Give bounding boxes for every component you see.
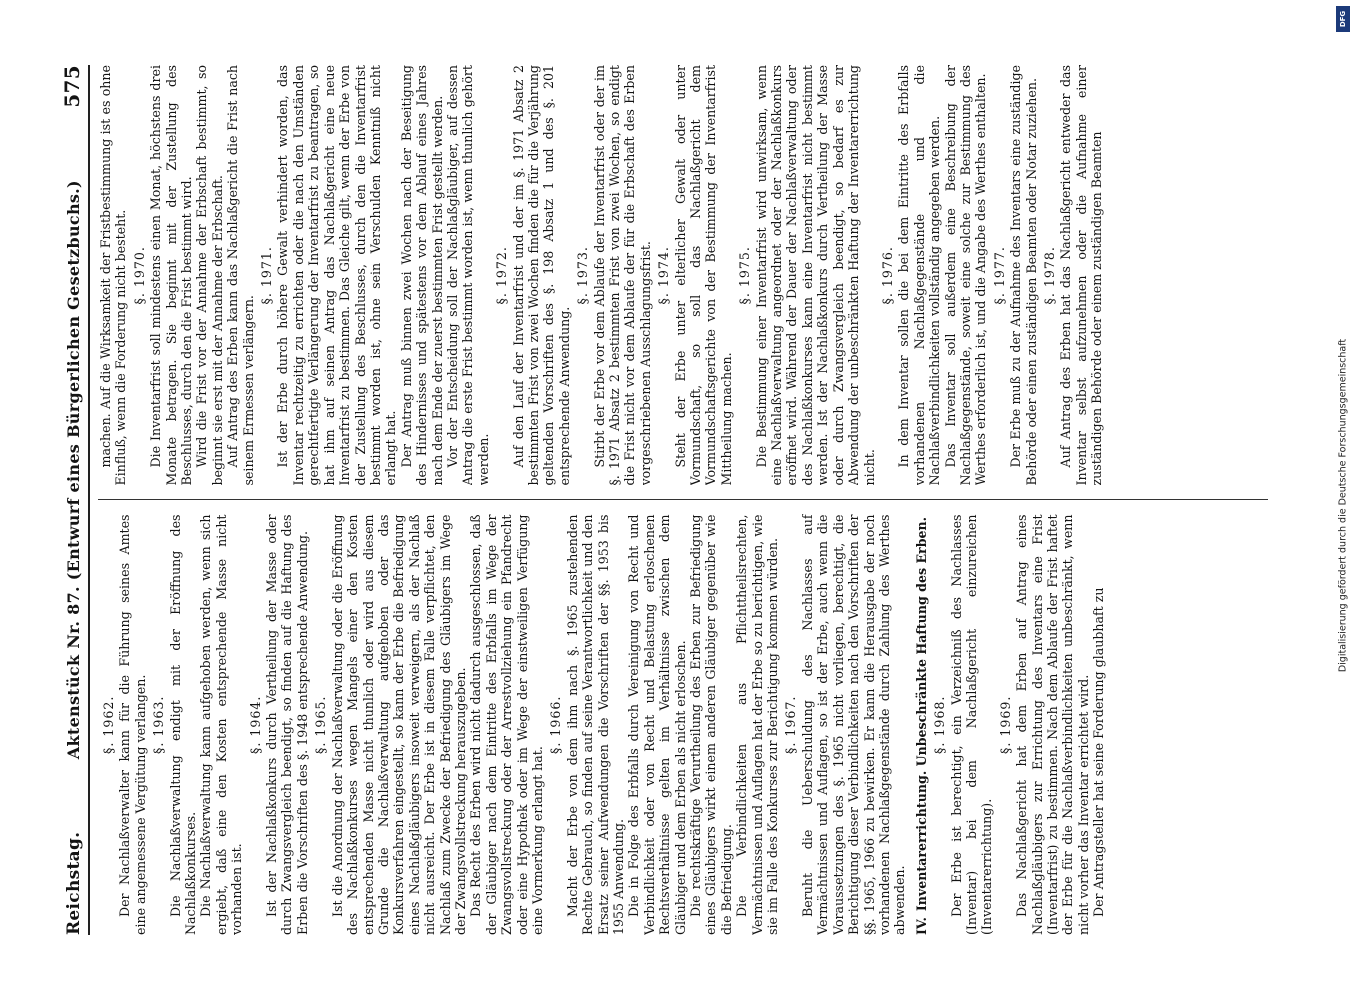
paragraph: Beruht die Ueberschuldung des Nachlasses auf Vermächtnissen und Auflagen, so ist der Erbe, auch wenn die Voraussetzungen des §. 1965 nicht vorliegen, berechtigt, die Berichtigung dieser Verbindlichkeiten nach den Vorschriften der §§. 1965, 1966 zu bewirken. Er kann die Herausgabe der noch vorhandenen Nachlaßgegenstände durch Zahlung des Werthes abwenden. bbox=[799, 514, 908, 935]
paragraph: Das Inventar soll außerdem eine Beschreibung der Nachlaßgegenstände, soweit eine solche zur Bestimmung des Werthes erforderlich ist, und die Angabe des Werthes enthalten. bbox=[942, 65, 989, 486]
digitization-note: Digitalisierung gefördert durch die Deutsche Forschungsgemeinschaft bbox=[1337, 338, 1349, 673]
section-number: §. 1975. bbox=[737, 246, 753, 305]
section-number: §. 1965. bbox=[313, 695, 329, 754]
section-number: §. 1968. bbox=[932, 695, 948, 754]
paragraph: Die rechtskräftige Verurtheilung des Erben zur Befriedigung eines Gläubigers wirkt einem anderen Gläubiger gegenüber wie die Befriedigung. bbox=[688, 514, 734, 935]
paragraph: Die Nachlaßverwaltung endigt mit der Eröffnung des Nachlaßkonkurses. bbox=[167, 514, 199, 935]
paragraph: Das Nachlaßgericht hat dem Erben auf Antrag eines Nachlaßgläubigers zur Errichtung des Inventars eine Frist (Inventarfrist) zu bestimmen. Nach dem Ablaufe der Frist haftet der Erbe für die Nachlaßverbindlichkeiten unbeschränkt, wenn nicht vorher das Inventar errichtet wird. bbox=[1014, 514, 1091, 935]
paragraph: Auf den Lauf der Inventarfrist und der im §. 1971 Absatz 2 bestimmten Frist von zwei Wochen finden die für die Verjährung geltenden Vorschriften des §. 198 Absatz 1 und des §. 201 entsprechende Anwendung. bbox=[510, 65, 572, 486]
section-number: §. 1977. bbox=[991, 246, 1007, 305]
paragraph: Der Antragsteller hat seine Forderung glaubhaft zu bbox=[1091, 587, 1107, 917]
page-header bbox=[60, 65, 90, 935]
paragraph: Der Erbe ist berechtigt, ein Verzeichniß des Nachlasses (Inventar) bei dem Nachlaßgericht einzureichen (Inventarerrichtung). bbox=[948, 514, 995, 935]
paragraph: Das Recht des Erben wird nicht dadurch ausgeschlossen, daß der Gläubiger nach dem Eintritte des Erbfalls im Wege der Zwangsvollstreckung oder der Arrestvollziehung ein Pfandrecht oder eine Hypothek oder im Wege der einstweiligen Verfügung eine Vormerkung erlangt hat. bbox=[468, 514, 545, 935]
paragraph: Ist der Erbe durch höhere Gewalt verhindert worden, das Inventar rechtzeitig zu errichten oder die nach den Umständen gerechtfertigte Verlängerung der Inventarfrist zu beantragen, so hat ihm auf seinen Antrag das Nachlaßgericht eine neue Inventarfrist zu bestimmen. Das Gleiche gilt, wenn der Erbe von der Zustellung des Beschlusses, durch den die Inventarfrist bestimmt worden ist, ohne sein Verschulden Kenntniß nicht erlangt hat. bbox=[275, 65, 399, 486]
section-number: §. 1962. bbox=[101, 695, 116, 754]
text-columns bbox=[98, 65, 1268, 935]
chapter-roman-numeral: IV. bbox=[913, 917, 929, 935]
header-title: Aktenstück Nr. 87. (Entwurf eines Bürgerlichen Gesetzbuchs.) bbox=[64, 180, 83, 760]
paragraph: machen. Auf die Wirksamkeit der Fristbestimmung ist es ohne Einfluß, wenn die Forderung nicht besteht. bbox=[98, 65, 129, 486]
page-number: 575 bbox=[60, 65, 84, 108]
section-number: §. 1963. bbox=[151, 695, 167, 754]
section-number: §. 1967. bbox=[783, 695, 799, 754]
column-divider bbox=[98, 500, 1268, 501]
section-number: §. 1969. bbox=[997, 695, 1013, 754]
paragraph: Steht der Erbe unter elterlicher Gewalt oder unter Vormundschaft, so soll das Nachlaßgericht dem Vormundschaftsgerichte von der Bestimmung der Inventarfrist Mittheilung machen. bbox=[672, 65, 734, 486]
section-number: §. 1964. bbox=[247, 695, 263, 754]
dfg-logo bbox=[1336, 6, 1350, 32]
section-number: §. 1970. bbox=[131, 246, 147, 305]
paragraph: Ist der Nachlaßkonkurs durch Vertheilung der Masse oder durch Zwangsvergleich beendigt, so finden auf die Haftung des Erben die Vorschriften des §. 1948 entsprechende Anwendung. bbox=[264, 514, 310, 935]
section-number: §. 1974. bbox=[656, 246, 672, 305]
paragraph: Die Verbindlichkeiten aus Pflichttheilsrechten, Vermächtnissen und Auflagen hat der Erbe so zu berichtigen, wie sie im Falle des Konkurses zur Berichtigung kommen würden. bbox=[734, 514, 781, 935]
section-number: §. 1971. bbox=[259, 246, 275, 305]
paragraph: Der Nachlaßverwalter kann für die Führung seines Amtes eine angemessene Vergütung verlangen. bbox=[117, 514, 148, 935]
left-column bbox=[98, 515, 1268, 936]
section-number: §. 1972. bbox=[494, 246, 510, 305]
paragraph: Auf Antrag des Erben hat das Nachlaßgericht entweder das Inventar selbst aufzunehmen oder die Aufnahme einer zuständigen Behörde oder einem zuständigen Beamten bbox=[1058, 65, 1105, 486]
paragraph: Die Inventarfrist soll mindestens einen Monat, höchstens drei Monate betragen. Sie beginnt mit der Zustellung des Beschlusses, durch den die Frist bestimmt wird. bbox=[148, 65, 195, 486]
paragraph: Die Nachlaßverwaltung kann aufgehoben werden, wenn sich ergiebt, daß eine den Kosten entsprechende Masse nicht vorhanden ist. bbox=[198, 514, 245, 935]
paragraph: Wird die Frist vor der Annahme der Erbschaft bestimmt, so beginnt sie erst mit der Annahme der Erbschaft. bbox=[194, 65, 225, 486]
paragraph: Der Erbe muß zu der Aufnahme des Inventars eine zuständige Behörde oder einen zuständigen Beamten oder Notar zuziehen. bbox=[1008, 65, 1039, 486]
document-page bbox=[46, 45, 1306, 955]
dfg-logo-text: DFG bbox=[1339, 10, 1347, 28]
paragraph: Ist die Anordnung der Nachlaßverwaltung oder die Eröffnung des Nachlaßkonkurses wegen Mangels einer den Kosten entsprechenden Masse nicht thunlich oder wird aus diesem Grunde die Nachlaßverwaltung aufgehoben oder das Konkursverfahren eingestellt, so kann der Erbe die Befriedigung eines Nachlaßgläubigers insoweit verweigern, als der Nachlaß nicht ausreicht. Der Erbe ist in diesem Falle verpflichtet, den Nachlaß zum Zwecke der Befriedigung des Gläubigers im Wege der Zwangsvollstreckung herauszugeben. bbox=[329, 514, 468, 935]
paragraph: Der Antrag muß binnen zwei Wochen nach der Beseitigung des Hindernisses und spätestens vor dem Ablauf eines Jahres nach dem Ende der zuerst bestimmten Frist gestellt werden. bbox=[398, 65, 445, 486]
paragraph: Auf Antrag des Erben kann das Nachlaßgericht die Frist nach seinem Ermessen verlängern. bbox=[225, 65, 256, 486]
section-number: §. 1976. bbox=[879, 246, 895, 305]
right-column bbox=[98, 65, 1268, 486]
chapter-heading-text: Inventarerrichtung. Unbeschränkte Haftung des Erben. bbox=[913, 516, 929, 912]
section-number: §. 1973. bbox=[575, 246, 591, 305]
section-number: §. 1978. bbox=[1041, 246, 1057, 305]
section-number: §. 1966. bbox=[548, 695, 564, 754]
paragraph: Stirbt der Erbe vor dem Ablaufe der Inventarfrist oder der im §. 1971 Absatz 2 bestimmten Frist von zwei Wochen, so endigt die Frist nicht vor dem Ablaufe der für die Erbschaft des Erben vorgeschriebenen Ausschlagungsfrist. bbox=[591, 65, 653, 486]
paragraph: Macht der Erbe von dem ihm nach §. 1965 zustehenden Rechte Gebrauch, so finden auf seine Verantwortlichkeit und den Ersatz seiner Aufwendungen die Vorschriften der §§. 1953 bis 1955 Anwendung. bbox=[564, 514, 626, 935]
paragraph: Vor der Entscheidung soll der Nachlaßgläubiger, auf dessen Antrag die erste Frist bestimmt worden ist, wenn thunlich gehört werden. bbox=[444, 65, 491, 486]
paragraph: Die in Folge des Erbfalls durch Vereinigung von Recht und Verbindlichkeit oder von Recht und Belastung erloschenen Rechtsverhältnisse gelten im Verhältnisse zwischen dem Gläubiger und dem Erben als nicht erloschen. bbox=[626, 514, 688, 935]
paragraph: Die Bestimmung einer Inventarfrist wird unwirksam, wenn eine Nachlaßverwaltung angeordnet oder der Nachlaßkonkurs eröffnet wird. Während der Dauer der Nachlaßverwaltung oder des Nachlaßkonkurses kann eine Inventarfrist nicht bestimmt werden. Ist der Nachlaßkonkurs durch Vertheilung der Masse oder durch Zwangsvergleich beendigt, so bedarf es zur Abwendung der unbeschränkten Haftung der Inventarerrichtung nicht. bbox=[753, 65, 877, 486]
header-left: Reichstag. bbox=[64, 831, 84, 935]
chapter-heading bbox=[914, 515, 929, 936]
paragraph: In dem Inventar sollen die bei dem Eintritte des Erbfalls vorhandenen Nachlaßgegenstände und die Nachlaßverbindlichkeiten vollständig angegeben werden. bbox=[896, 65, 943, 486]
